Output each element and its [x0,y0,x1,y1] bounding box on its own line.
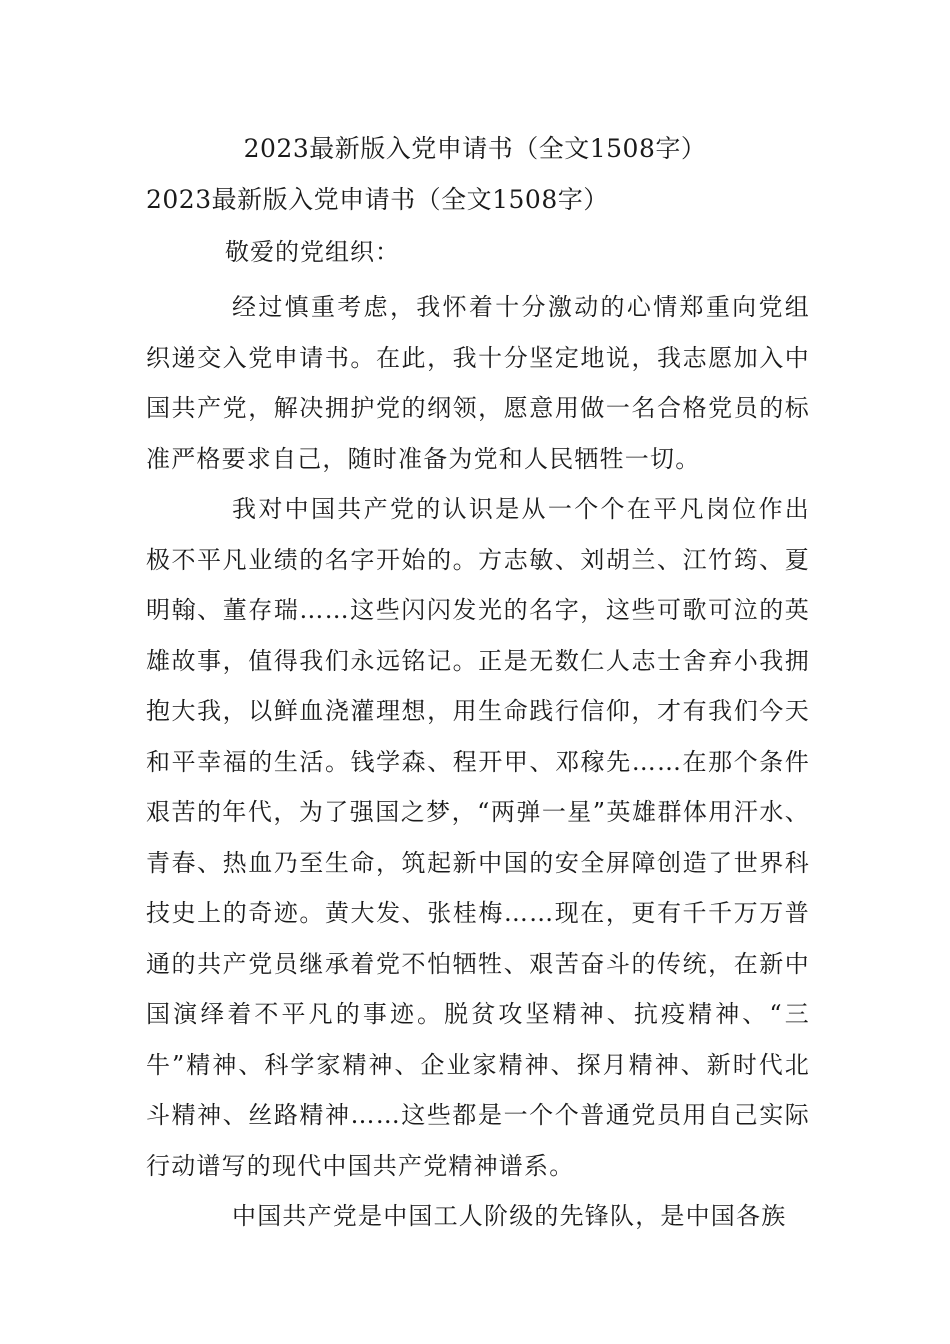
document-heading: 2023最新版入党申请书（全文1508字） [243,134,707,163]
paragraph-1: 经过慎重考虑，我怀着十分激动的心情郑重向党组织递交入党申请书。在此，我十分坚定地说，我志愿加入中国共产党，解决拥护党的纲领，愿意用做一名合格党员的标准严格要求自己，随时准备为党和人民牺牲一切。 [146,293,810,473]
document-subheading: 2023最新版入党申请书（全文1508字） [146,185,609,214]
paragraph-2: 我对中国共产党的认识是从一个个在平凡岗位作出极不平凡业绩的名字开始的。方志敏、刘胡兰、江竹筠、夏明翰、董存瑞……这些闪闪发光的名字，这些可歌可泣的英雄故事，值得我们永远铭记。正是无数仁人志士舍弃小我拥抱大我，以鲜血浇灌理想，用生命践行信仰，才有我们今天和平幸福的生活。钱学森、程开甲、邓稼先……在那个条件艰苦的年代，为了强国之梦，“两弹一星”英雄群体用汗水、青春、热血乃至生命，筑起新中国的安全屏障创造了世界科技史上的奇迹。黄大发、张桂梅……现在，更有千千万万普通的共产党员继承着党不怕牺牲、艰苦奋斗的传统，在新中国演绎着不平凡的事迹。脱贫攻坚精神、抗疫精神、“三牛”精神、科学家精神、企业家精神、探月精神、新时代北斗精神、丝路精神……这些都是一个个普通党员用自己实际行动谱写的现代中国共产党精神谱系。 [146,495,810,1180]
paragraph-3: 中国共产党是中国工人阶级的先锋队，是中国各族 [232,1202,787,1230]
salutation: 敬爱的党组织： [225,238,400,266]
body-text [146,282,810,1242]
